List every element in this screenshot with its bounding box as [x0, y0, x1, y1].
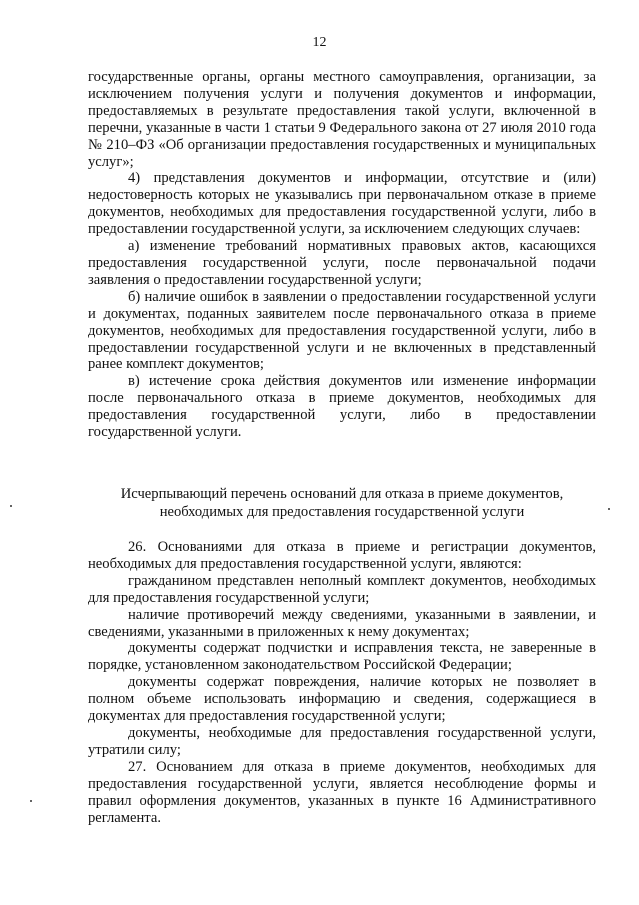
paragraph-reason-damage: документы содержат повреждения, наличие которых не позволяет в полном объеме использовать информацию и сведения, содержащиеся в документах для предоставления государственной услуги;: [88, 674, 596, 725]
paragraph-subitem-a: а) изменение требований нормативных правовых актов, касающихся предоставления государственной услуги, после первоначальной подачи заявления о предоставлении государственной услуги;: [88, 238, 596, 288]
page-number: 12: [312, 35, 327, 50]
section-heading-line-2: необходимых для предоставления государственной услуги: [159, 503, 525, 520]
paragraph-subitem-b: б) наличие ошибок в заявлении о предоставлении государственной услуги и документах, поданных заявителем после первоначального отказа в приеме документов, необходимых для предоставления государственной услуги, либо в предоставлении государственной услуги и не включенных в представленный ранее комплект документов;: [88, 288, 596, 373]
scan-speck: [30, 800, 32, 802]
scan-speck: [608, 508, 610, 510]
section-heading-line-1: Исчерпывающий перечень оснований для отказа в приеме документов,: [120, 486, 564, 502]
section-heading: [88, 486, 596, 521]
scan-speck: [10, 505, 12, 507]
paragraph-continuation: государственные органы, органы местного самоуправления, организации, за исключением получения услуги и получения документов и информации, предоставляемых в результате предоставления такой услуги, включенной в перечни, указанные в части 1 статьи 9 Федерального закона от 27 июля 2010 года № 210–ФЗ «Об организации предоставления государственных и муниципальных услуг»;: [88, 69, 596, 170]
paragraph-reason-contradictions: наличие противоречий между сведениями, указанными в заявлении, и сведениями, указанными в приложенных к нему документах;: [88, 606, 596, 640]
paragraph-reason-incomplete: гражданином представлен неполный комплект документов, необходимых для предоставления государственной услуги;: [88, 572, 596, 606]
paragraph-subitem-v: в) истечение срока действия документов или изменение информации после первоначального отказа в приеме документов, необходимых для предоставления государственной услуги, либо в предоставлении государственной услуги.: [88, 373, 596, 441]
paragraph-26: 26. Основаниями для отказа в приеме и регистрации документов, необходимых для предоставления государственной услуги, являются:: [88, 539, 596, 572]
paragraph-27: 27. Основанием для отказа в приеме документов, необходимых для предоставления государственной услуги, является несоблюдение формы и правил оформления документов, указанных в пункте 16 Административного регламента.: [88, 758, 596, 826]
bottom-text-block: [88, 539, 596, 826]
paragraph-reason-expired: документы, необходимые для предоставления государственной услуги, утратили силу;: [88, 724, 596, 758]
top-text-block: [88, 69, 596, 441]
paragraph-reason-corrections: документы содержат подчистки и исправления текста, не заверенные в порядке, установленном законодательством Российской Федерации;: [88, 640, 596, 674]
paragraph-item-4: 4) представления документов и информации, отсутствие и (или) недостоверность которых не указывались при первоначальном отказе в приеме документов, необходимых для предоставления государственной услуги, либо в предоставлении государственной услуги, за исключением следующих случаев:: [88, 170, 596, 238]
